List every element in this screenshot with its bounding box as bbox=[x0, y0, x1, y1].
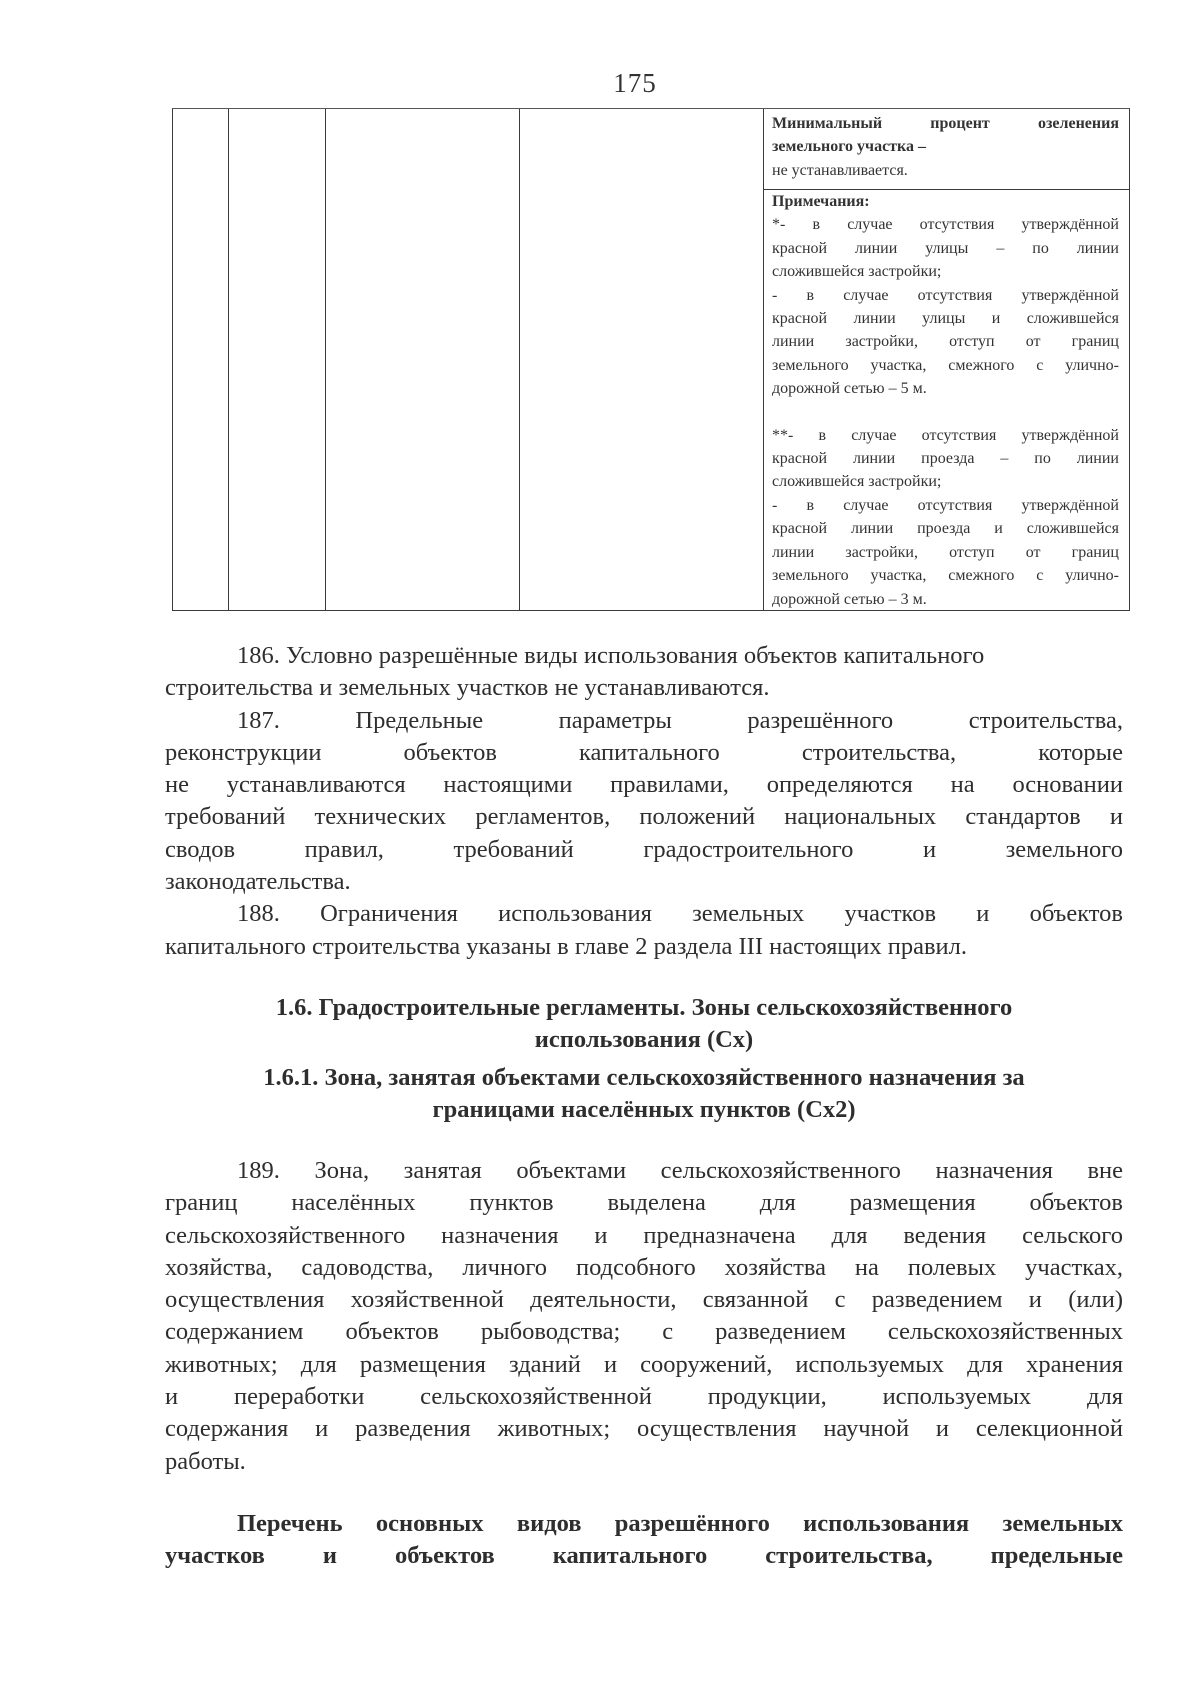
paragraph-189-line: 189. Зона, занятая объектами сельскохозяйственного назначения вне bbox=[237, 1157, 1123, 1184]
table-column-divider bbox=[325, 109, 326, 610]
notes-title: Примечания: bbox=[772, 193, 870, 210]
list-heading-line: Перечень основных видов разрешённого использования земельных bbox=[237, 1510, 1123, 1537]
paragraph-189-line: работы. bbox=[165, 1447, 246, 1475]
section-heading-1-6 bbox=[165, 992, 1123, 1056]
notes-line: красной линии проезда – по линии bbox=[772, 450, 1119, 468]
paragraph-186-line: 186. Условно разрешённые виды использования объектов капитального bbox=[237, 642, 985, 669]
page-number: 175 bbox=[613, 68, 657, 98]
paragraphs-186-188 bbox=[165, 640, 1123, 963]
landscaping-heading-line: земельного участка – bbox=[772, 138, 927, 156]
landscaping-value: не устанавливается. bbox=[772, 161, 908, 179]
notes-line: дорожной сетью – 3 м. bbox=[772, 590, 927, 608]
paragraph-189-line: границ населённых пунктов выделена для размещения объектов bbox=[165, 1189, 1123, 1217]
paragraph-187-line: требований технических регламентов, положений национальных стандартов и bbox=[165, 803, 1123, 831]
notes-line: *- в случае отсутствия утверждённой bbox=[772, 216, 1119, 234]
landscaping-heading-line: Минимальный процент озеленения bbox=[772, 115, 1119, 132]
paragraph-187-line: 187. Предельные параметры разрешённого строительства, bbox=[237, 706, 1123, 734]
paragraph-189-line: содержания и разведения животных; осуществления научной и селекционной bbox=[165, 1415, 1123, 1443]
table-cell-notes bbox=[763, 189, 1129, 610]
section-heading-line: 1.6.1. Зона, занятая объектами сельскохозяйственного назначения за bbox=[263, 1064, 1025, 1091]
notes-line: земельного участка, смежного с улично- bbox=[772, 356, 1119, 374]
paragraph-187-line: не устанавливаются настоящими правилами, определяются на основании bbox=[165, 771, 1123, 799]
notes-line: красной линии проезда и сложившейся bbox=[772, 520, 1119, 538]
notes-line: красной линии улицы – по линии bbox=[772, 239, 1119, 257]
regulations-table-fragment bbox=[172, 108, 1130, 611]
paragraph-189-line: хозяйства, садоводства, личного подсобного хозяйства на полевых участках, bbox=[165, 1253, 1123, 1281]
section-heading-line: 1.6. Градостроительные регламенты. Зоны сельскохозяйственного bbox=[275, 994, 1013, 1021]
notes-line: линии застройки, отступ от границ bbox=[772, 543, 1119, 561]
paragraph-188-line: 188. Ограничения использования земельных участков и объектов bbox=[237, 900, 1123, 928]
notes-line: линии застройки, отступ от границ bbox=[772, 333, 1119, 351]
section-heading-line: границами населённых пунктов (Сх2) bbox=[432, 1096, 856, 1123]
permitted-uses-list-heading bbox=[165, 1508, 1123, 1572]
notes-line: сложившейся застройки; bbox=[772, 473, 942, 491]
paragraph-189 bbox=[165, 1155, 1123, 1478]
notes-line: сложившейся застройки; bbox=[772, 263, 942, 281]
paragraph-189-line: осуществления хозяйственной деятельности, связанной с разведением и (или) bbox=[165, 1286, 1123, 1314]
section-heading-1-6-1 bbox=[165, 1062, 1123, 1126]
notes-line: **- в случае отсутствия утверждённой bbox=[772, 426, 1119, 444]
paragraph-189-line: и переработки сельскохозяйственной продукции, используемых для bbox=[165, 1383, 1123, 1411]
paragraph-187-line: законодательства. bbox=[165, 868, 351, 896]
table-column-divider bbox=[228, 109, 229, 610]
notes-spacer bbox=[772, 401, 1119, 424]
notes-line: земельного участка, смежного с улично- bbox=[772, 567, 1119, 585]
notes-line: - в случае отсутствия утверждённой bbox=[772, 496, 1119, 514]
table-column-divider bbox=[519, 109, 520, 610]
paragraph-187-line: сводов правил, требований градостроительного и земельного bbox=[165, 835, 1123, 863]
paragraph-189-line: содержанием объектов рыбоводства; с разведением сельскохозяйственных bbox=[165, 1318, 1123, 1346]
notes-line: красной линии улицы и сложившейся bbox=[772, 310, 1119, 328]
paragraph-188-line: капитального строительства указаны в главе 2 раздела III настоящих правил. bbox=[165, 932, 968, 960]
table-cell-landscaping bbox=[763, 112, 1129, 188]
paragraph-187-line: реконструкции объектов капитального строительства, которые bbox=[165, 738, 1123, 766]
list-heading-line: участков и объектов капитального строительства, предельные bbox=[165, 1542, 1123, 1569]
notes-line: - в случае отсутствия утверждённой bbox=[772, 286, 1119, 304]
paragraph-189-line: животных; для размещения зданий и сооружений, используемых для хранения bbox=[165, 1350, 1123, 1378]
notes-line: дорожной сетью – 5 м. bbox=[772, 380, 927, 398]
paragraph-189-line: сельскохозяйственного назначения и предназначена для ведения сельского bbox=[165, 1221, 1123, 1249]
section-heading-line: использования (Сх) bbox=[534, 1026, 754, 1053]
paragraph-186-line: строительства и земельных участков не устанавливаются. bbox=[165, 674, 770, 702]
